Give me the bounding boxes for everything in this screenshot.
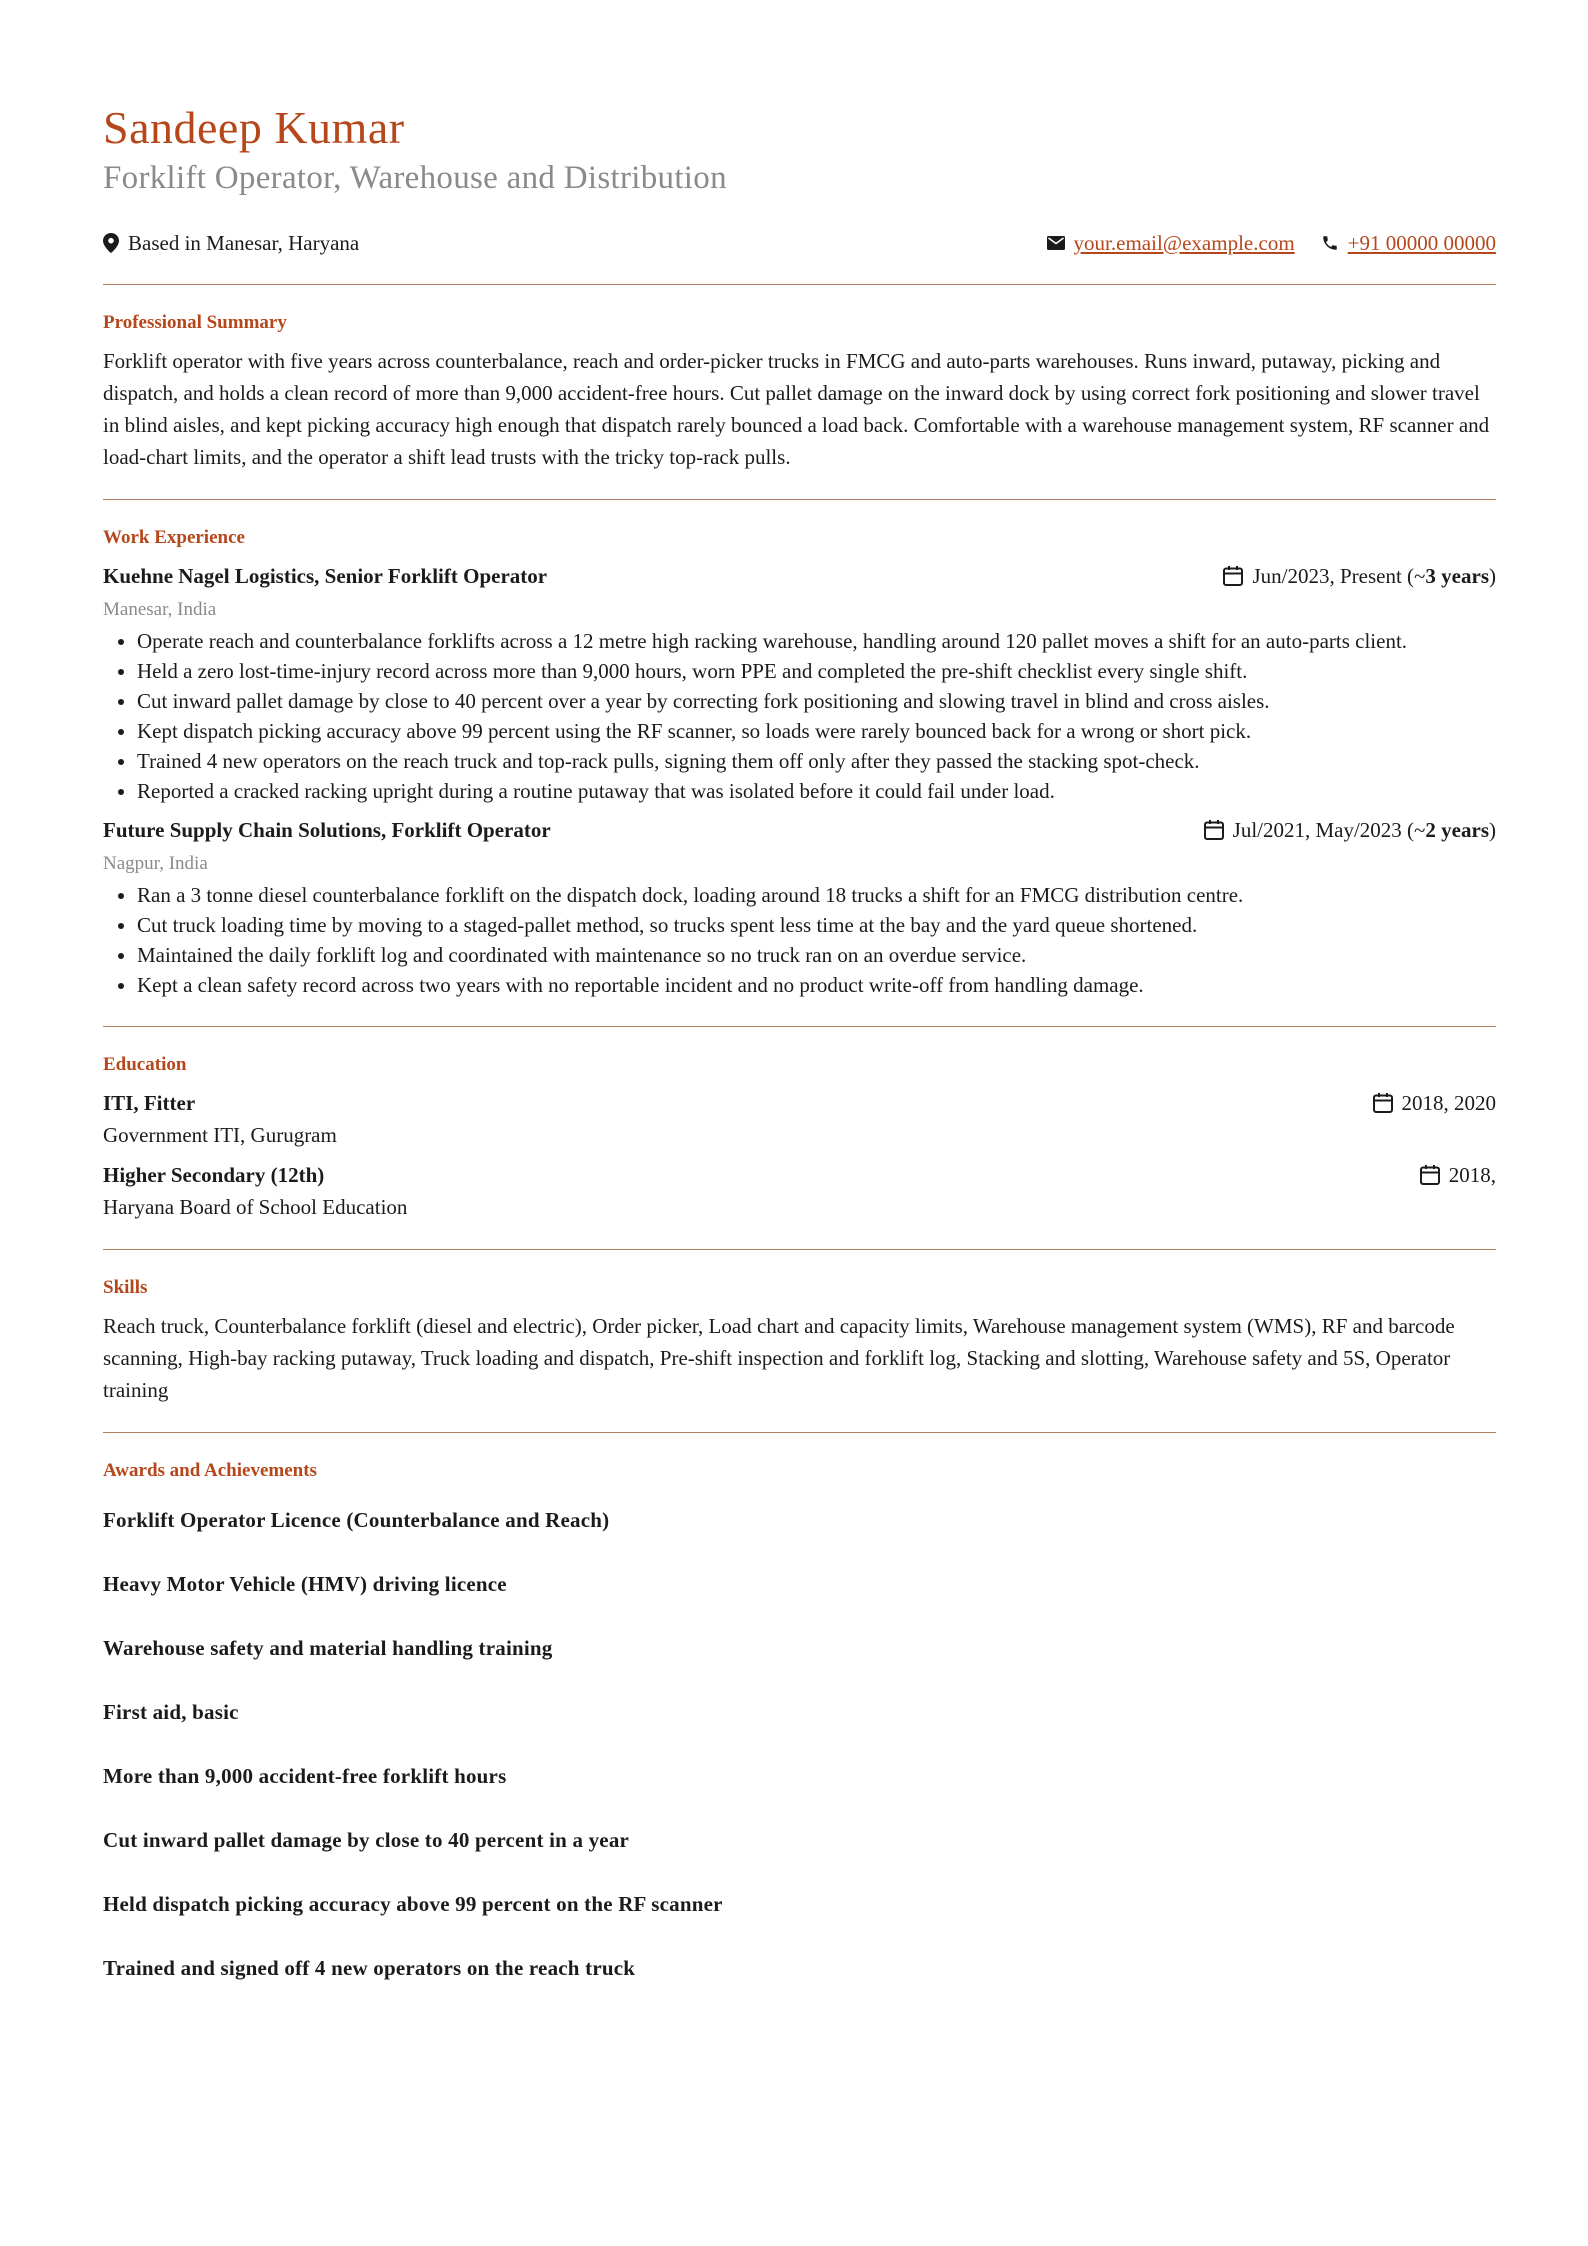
education-date-text: 2018, xyxy=(1448,1163,1496,1187)
education-entry xyxy=(103,1159,1496,1191)
award-item: Warehouse safety and material handling training xyxy=(103,1636,553,1660)
summary-heading: Professional Summary xyxy=(103,312,287,333)
education-institution: Haryana Board of School Education xyxy=(103,1195,408,1219)
job-company: Kuehne Nagel Logistics xyxy=(103,564,315,588)
location-item xyxy=(103,231,359,256)
job-bullet: • Cut truck loading time by moving to a staged-pallet method, so trucks spent less time at the bay and the yard queue shortened. xyxy=(137,910,1496,940)
phone-link[interactable]: +91 00000 00000 xyxy=(1347,230,1496,255)
education-heading: Education xyxy=(103,1054,187,1075)
job-bullets xyxy=(103,880,1496,1000)
job-duration: 3 years xyxy=(1425,564,1489,588)
summary-text: Forklift operator with five years across counterbalance, reach and order-picker trucks in FMCG and auto-parts warehouses. Runs inward, putaway, picking and dispatch, and holds a clean record of more than 9,000 accident-free hours. Cut pallet damage on the inward dock by using correct fork positioning and slower travel in blind aisles, and kept picking accuracy high enough that dispatch rarely bounced a load back. Comfortable with a warehouse management system, RF scanner and load-chart limits, and the operator a shift lead trusts with the tricky top-rack pulls. xyxy=(103,349,1490,469)
award-item: Heavy Motor Vehicle (HMV) driving licence xyxy=(103,1572,507,1596)
job-bullet: • Cut inward pallet damage by close to 40 percent over a year by correcting fork positioning and slowing travel in blind and cross aisles. xyxy=(137,686,1496,716)
education-entry xyxy=(103,1087,1496,1119)
award-item: First aid, basic xyxy=(103,1700,239,1724)
candidate-title: Forklift Operator, Warehouse and Distribution xyxy=(103,160,727,196)
calendar-icon xyxy=(1419,1164,1441,1186)
awards-list xyxy=(103,1493,1496,1983)
calendar-icon xyxy=(1222,565,1244,587)
job-dates xyxy=(1222,560,1496,592)
envelope-icon xyxy=(1047,236,1065,250)
contact-row xyxy=(103,228,1496,258)
summary-section xyxy=(103,285,1496,499)
job-date-close: ) xyxy=(1489,564,1496,588)
email-item[interactable] xyxy=(1047,231,1295,256)
calendar-icon xyxy=(1203,819,1225,841)
awards-section xyxy=(103,1433,1496,2043)
award-item: Cut inward pallet damage by close to 40 percent in a year xyxy=(103,1828,630,1852)
job-title-line: Kuehne Nagel Logistics, Senior Forklift Operator xyxy=(103,564,548,588)
email-link[interactable]: your.email@example.com xyxy=(1073,230,1295,255)
location-text: Based in Manesar, Haryana xyxy=(128,230,360,255)
education-degree: ITI, Fitter xyxy=(103,1091,196,1115)
calendar-icon xyxy=(1372,1092,1394,1114)
education-institution: Government ITI, Gurugram xyxy=(103,1123,337,1147)
education-date-text: 2018, 2020 xyxy=(1401,1091,1496,1115)
job-bullet: • Held a zero lost-time-injury record across more than 9,000 hours, worn PPE and completed the pre-shift checklist every single shift. xyxy=(137,656,1496,686)
job-entry xyxy=(103,814,1496,1000)
job-date-range: Jul/2021, May/2023 (~ xyxy=(1232,818,1426,842)
awards-heading: Awards and Achievements xyxy=(103,1460,317,1481)
job-location: Nagpur, India xyxy=(103,853,208,874)
candidate-name: Sandeep Kumar xyxy=(103,102,405,153)
award-item: Forklift Operator Licence (Counterbalance and Reach) xyxy=(103,1508,610,1532)
skills-section xyxy=(103,1250,1496,1432)
experience-heading: Work Experience xyxy=(103,527,245,548)
phone-icon xyxy=(1321,234,1339,252)
job-bullet: • Maintained the daily forklift log and coordinated with maintenance so no truck ran on an overdue service. xyxy=(137,940,1496,970)
job-location: Manesar, India xyxy=(103,599,217,620)
job-date-range: Jun/2023, Present (~ xyxy=(1252,564,1426,588)
job-bullet: • Ran a 3 tonne diesel counterbalance forklift on the dispatch dock, loading around 18 trucks a shift for an FMCG distribution centre. xyxy=(137,880,1496,910)
job-bullet: • Kept dispatch picking accuracy above 99 percent using the RF scanner, so loads were rarely bounced back for a wrong or short pick. xyxy=(137,716,1496,746)
phone-item[interactable] xyxy=(1321,231,1496,256)
job-duration: 2 years xyxy=(1425,818,1489,842)
experience-section xyxy=(103,500,1496,1026)
job-bullets xyxy=(103,626,1496,806)
education-dates xyxy=(1372,1087,1497,1119)
education-degree: Higher Secondary (12th) xyxy=(103,1163,325,1187)
job-role: Forklift Operator xyxy=(391,818,551,842)
job-role: Senior Forklift Operator xyxy=(324,564,548,588)
job-bullet: • Kept a clean safety record across two years with no reportable incident and no product write-off from handling damage. xyxy=(137,970,1496,1000)
award-item: More than 9,000 accident-free forklift hours xyxy=(103,1764,507,1788)
map-pin-icon xyxy=(103,233,119,253)
job-dates xyxy=(1203,814,1496,846)
education-section xyxy=(103,1027,1496,1249)
skills-text: Reach truck, Counterbalance forklift (diesel and electric), Order picker, Load chart and capacity limits, Warehouse management system (WMS), RF and barcode scanning, High-bay racking putaway, Truck loading and dispatch, Pre-shift inspection and forklift log, Stacking and slotting, Warehouse safety and 5S, Operator training xyxy=(103,1314,1455,1402)
education-dates xyxy=(1419,1159,1496,1191)
job-date-close: ) xyxy=(1489,818,1496,842)
job-bullet: • Trained 4 new operators on the reach truck and top-rack pulls, signing them off only after they passed the stacking spot-check. xyxy=(137,746,1496,776)
award-item: Held dispatch picking accuracy above 99 percent on the RF scanner xyxy=(103,1892,723,1916)
award-item: Trained and signed off 4 new operators on the reach truck xyxy=(103,1956,636,1980)
job-entry xyxy=(103,560,1496,806)
skills-heading: Skills xyxy=(103,1277,148,1298)
job-bullet: • Reported a cracked racking upright during a routine putaway that was isolated before it could fail under load. xyxy=(137,776,1496,806)
job-company: Future Supply Chain Solutions xyxy=(103,818,381,842)
job-title-line: Future Supply Chain Solutions, Forklift Operator xyxy=(103,818,551,842)
job-bullet: • Operate reach and counterbalance forklifts across a 12 metre high racking warehouse, handling around 120 pallet moves a shift for an auto-parts client. xyxy=(137,626,1496,656)
